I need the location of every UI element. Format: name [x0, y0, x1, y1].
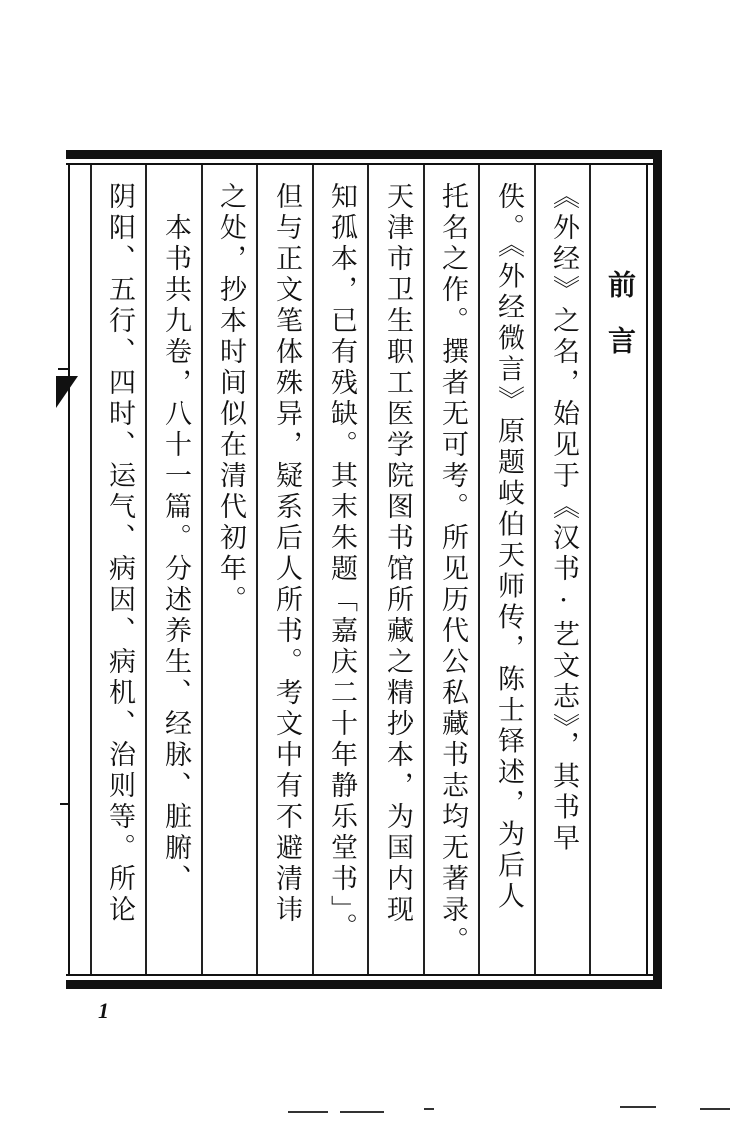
- frame-top-border: [66, 150, 662, 159]
- text-column-5: 知孤本，已有残缺。其末朱题「嘉庆二十年静乐堂书」。: [326, 182, 357, 944]
- margin-rule: [60, 803, 70, 805]
- text-column-4: 天津市卫生职工医学院图书馆所藏之精抄本，为国内现: [382, 182, 413, 926]
- scan-speck: [620, 1106, 656, 1108]
- text-column-9: 阴阳、五行、四时、运气、病因、病机、治则等。所论: [104, 182, 135, 926]
- frame-left-border: [68, 163, 70, 976]
- frame-top-inner-border: [66, 163, 662, 165]
- column-divider: [145, 165, 147, 974]
- scan-speck: [700, 1108, 730, 1110]
- column-divider: [423, 165, 425, 974]
- text-column-7: 之处，抄本时间似在清代初年。: [215, 182, 246, 616]
- frame-bottom-border: [66, 980, 662, 989]
- column-divider: [367, 165, 369, 974]
- frame-bottom-inner-border: [66, 974, 662, 976]
- scan-speck: [340, 1111, 384, 1113]
- column-divider: [312, 165, 314, 974]
- scan-speck: [288, 1111, 328, 1113]
- column-divider: [256, 165, 258, 974]
- text-column-8: 本书共九卷，八十一篇。分述养生、经脉、脏腑、: [160, 182, 191, 895]
- text-column-3: 托名之作。撰者无可考。所见历代公私藏书志均无著录。: [437, 182, 468, 957]
- frame-right-border: [653, 150, 662, 989]
- column-divider: [478, 165, 480, 974]
- text-column-1: 《外经》之名，始见于《汉书·艺文志》，其书早: [548, 182, 579, 855]
- text-column-6: 但与正文笔体殊异，疑系后人所书。考文中有不避清讳: [271, 182, 302, 926]
- text-column-2: 佚。《外经微言》原题岐伯天师传，陈士铎述，为后人: [493, 182, 524, 913]
- column-divider: [534, 165, 536, 974]
- page-number: 1: [98, 998, 109, 1023]
- margin-tab-mark: [56, 376, 78, 408]
- margin-rule: [58, 368, 70, 370]
- page-heading: 前言: [604, 270, 637, 382]
- column-divider: [589, 165, 591, 974]
- column-divider: [201, 165, 203, 974]
- frame-right-inner-border: [646, 163, 648, 976]
- scan-speck: [424, 1108, 434, 1110]
- column-divider: [90, 165, 92, 974]
